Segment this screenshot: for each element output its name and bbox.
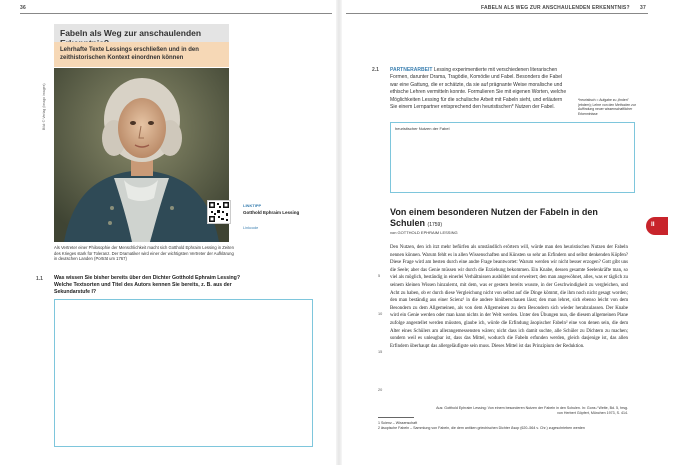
footnote: 1 Scienz – Wissenschaft (378, 421, 418, 425)
chapter-tab-label: II (651, 221, 655, 228)
task-number-right: 2.1 (372, 67, 379, 73)
line-number: 15 (378, 350, 383, 354)
linktipp-title[interactable]: Gotthold Ephraim Lessing (243, 210, 300, 215)
left-page-number: 36 (20, 5, 26, 11)
learning-goal-text: Lehrhafte Texte Lessings erschließen und in den zeithistorischen Kontext einordnen können (60, 47, 199, 61)
left-header-rule (20, 13, 332, 14)
footnote: 2 äsopische Fabeln – Sammlung von Fabeln, die dem antiken griechischen Dichter Äsop (620–564 v. Chr.) zugeschrieben werden (378, 426, 585, 430)
linktipp-label: LINKTIPP (243, 203, 262, 208)
task-body: Lessing experimentierte mit verschiedenen literarischen Formen, darunter Drama, Tragödie, Komödie und Fabel. Besonders die Fabel war eine Gattung, die er schätzte, da sie auf prägnante Weise moralische und ethische Lehren vermitteln konnte. Formulieren Sie mit eigenen Worten, welche Möglichkeiten Lessing für die schulische Arbeit mit Fabeln sieht, und erläutern Sie einem Lernpartner entsprechend den heuristischen* Nutzen der Fabel. (390, 67, 567, 111)
task-number: 1.1 (36, 276, 43, 282)
footnote-rule (378, 417, 414, 418)
portrait-illustration (54, 68, 229, 242)
answer-field-right[interactable] (390, 122, 635, 193)
running-head: FABELN ALS WEG ZUR ANSCHAULENDEN ERKENNTNIS? (481, 5, 630, 11)
right-page-number: 37 (640, 5, 646, 11)
source-year: (1759) (427, 222, 442, 228)
portrait-caption: Als Vertreter einer Philosophie der Menschlichkeit macht sich Gotthold Ephraim Lessing in Zeiten des Krieges stark für Toleranz. Der Dramatiker wird einer der wichtigsten Vertreter der Aufklärung in deutschen Landen (Porträt um 1767) (54, 245, 234, 262)
section-title-box (54, 24, 229, 42)
qr-code-icon[interactable] (207, 200, 231, 224)
right-header-rule (346, 13, 648, 14)
chapter-tab[interactable] (646, 217, 668, 235)
source-heading (390, 207, 620, 231)
line-number: 10 (378, 312, 383, 316)
line-number: 20 (378, 388, 383, 392)
learning-goal-box (54, 42, 229, 67)
source-reference: Aus: Gotthold Ephraim Lessing: Von einem besonderen Nutzen der Fabeln in den Schulen. In: Gons / Welte, Bd. 5, hrsg. von Herbert Göpfert, München 1973, S. 414. (436, 406, 628, 415)
side-note: *heuristisch = Aufgabe zu „finden" (ebdem); Lehre von den Methoden zur Auffindung neuer wissenschaftlicher Erkenntnisse (578, 98, 636, 116)
answer-field-label: heuristischer Nutzen der Fabel (395, 126, 450, 131)
lessing-portrait-image (54, 68, 229, 242)
book-fold (336, 0, 342, 465)
line-number: 5 (378, 274, 381, 278)
answer-field-left[interactable] (54, 299, 313, 447)
linktipp-code[interactable]: Linkcode (243, 226, 259, 230)
task-lead: PARTNERARBEIT (390, 67, 433, 73)
source-heading-text: Von einem besonderen Nutzen der Fabeln in den Schulen (390, 207, 598, 228)
source-author: von GOTTHOLD EPHRAIM LESSING (390, 230, 458, 235)
task-text-right (390, 67, 570, 111)
task-text: Was wissen Sie bisher bereits über den Dichter Gotthold Ephraim Lessing? Welche Textsorten und Titel des Autors kennen Sie bereits, z. B. aus der Sekundarstufe I? (54, 275, 241, 295)
source-text: Den Nutzen, den ich itzt mehr befürfen als umständlich erörtern will, würde man den heuristischen Nutzen der Fabeln nennen können. Warum fehlt es in allen Wissenschaften und Künsten so sehr an Erfindern und selbst denkenden Köpfen? Diese Frage wird am besten durch eine andre Frage beantwortet: Warum werden wir nicht besser erzogen? Gott gibt uns die Seele; aber das Genie müssen wir durch die Erziehung bekommen. Ein Knabe, dessen gesamte Seelenkräfte man, so viel als möglich, beständig in einerlei Verhältnissen ausbildet und erweitert; den man angewöhnet, alles, was er täglich zu seinem kleinen Wissen hinzulernt, mit dem, was er gestern bereits wusste, in der Geschwindigkeit zu vergleichen, und Acht zu haben, ob er durch diese Vergleichung nicht von selbst auf die Dinge kömmt, die ihm noch nicht gesagt worden; den man beständig aus einer Scienz¹ in die andere hinüberschauen lässt; den man lehret, sich ebenso leicht von dem Besondern zu dem Allgemeinen, als von dem Allgemeinen zu dem Besondern sich wieder herabzulassen. Der Knabe wird ein Genie werden oder man kann nichts in der Welt werden. Unter den Übungen nun, die diesem allgemeinen Plane zufolge angestellet werden müssten, glaube ich, würde die Erfindung äsopischer Fabeln² eine von denen sein, die dem Alter eines Schülers am allerangemessensten wären; nicht dass ich damit suchte, alle Schüler zu Dichtern zu machen; sondern weil es unleugbar ist, dass das Mittel, wodurch die Fabeln erfunden werden, gleich dasjenige ist, das allen Erfindern überhaupt das allergeläufigste sein muss. Dieses Mittel ist das Prinzipium der Reduktion. (390, 245, 628, 349)
section-title: Fabeln als Weg zur anschaulenden (60, 28, 202, 38)
image-credit: Bild: © Verlag (Imago images) (42, 83, 46, 130)
footnotes (378, 421, 598, 431)
